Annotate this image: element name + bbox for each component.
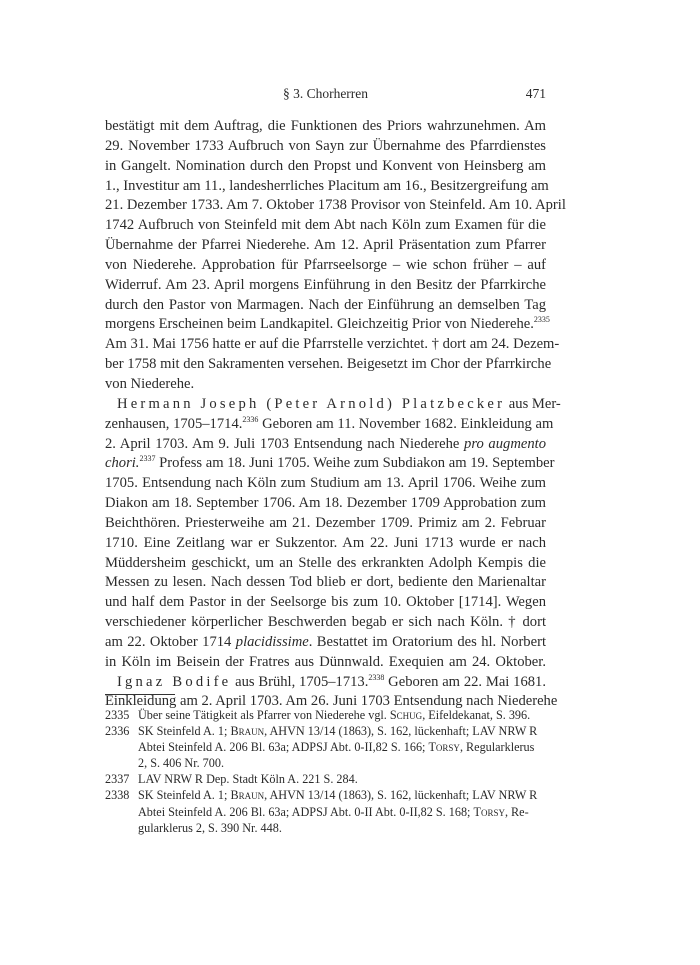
footnote-text (138, 723, 546, 771)
text-line: in Köln im Beisein der Fratres aus Dünnwald. Exequien am 24. Oktober. (105, 653, 546, 670)
text-line: 1710. Eine Zeitlang war er Sukzentor. Am 22. Juni 1713 wurde er nach (105, 534, 546, 551)
latin-phrase: chori. (105, 455, 140, 472)
text-line: Messen zu lesen. Nach dessen Tod blieb er dort, bediente den Marienaltar (105, 574, 546, 591)
footnote-text (138, 707, 546, 723)
text-line: ber 1758 mit den Sakramenten versehen. Beigesetzt im Chor der Pfarrkirche (105, 356, 552, 373)
text-line: Einkleidung am 2. April 1703. Am 26. Juni 1703 Entsendung nach Niederehe (105, 693, 558, 710)
text-fragment: morgens Erscheinen beim Landkapitel. Gleichzeitig Prior von Niederehe. (105, 316, 534, 333)
footnote-line: SK Steinfeld A. 1; Braun, AHVN 13/14 (1863), S. 162, lückenhaft; LAV NRW R (138, 724, 538, 739)
footnote-ref[interactable]: 2337 (139, 454, 156, 464)
footnote-line: Abtei Steinfeld A. 206 Bl. 63a; ADPSJ Abt. 0-II,82 S. 166; Torsy, Regularklerus (138, 740, 535, 755)
text-line (105, 633, 546, 653)
section-title: § 3. Chorherren (282, 86, 369, 101)
text-line: 1705. Entsendung nach Köln zum Studium am 13. April 1706. Weihe zum (105, 475, 546, 492)
text-line: Am 31. Mai 1756 hatte er auf die Pfarrstelle verzichtet. † dort am 24. Dezem- (105, 336, 560, 353)
footnote-ref[interactable]: 2336 (242, 414, 259, 424)
footnote-number: 2335 (105, 708, 130, 722)
footnote (105, 787, 546, 835)
author-name: Braun (230, 788, 265, 803)
footnote (105, 707, 546, 723)
page-number: 471 (525, 86, 546, 101)
footnote (105, 723, 546, 771)
text-fragment: . Bestattet im Oratorium des hl. Norbert (308, 633, 546, 650)
footnote-line: Abtei Steinfeld A. 206 Bl. 63a; ADPSJ Abt. 0-II Abt. 0-II,82 S. 168; Torsy, Re- (138, 804, 529, 819)
text-line: Widerruf. Am 23. April morgens Einführung in den Besitz der Pfarrkirche (105, 276, 546, 293)
text-fragment: aus Brühl, 1705–1713. (235, 673, 369, 690)
text-fragment: Profess am 18. Juni 1705. Weihe zum Subdiakon am 19. September (159, 455, 555, 472)
footnote-text (138, 771, 546, 787)
person-name: Ignaz Bodife (117, 673, 232, 690)
author-name: Torsy (473, 804, 505, 819)
footnote-text (138, 787, 546, 835)
text-line: durch den Pastor von Marmagen. Nach der Einführung an demselben Tag (105, 296, 546, 313)
text-fragment: Geboren am 22. Mai 1681. (388, 673, 546, 690)
author-name: Torsy (428, 740, 460, 755)
text-fragment: Geboren am 11. November 1682. Einkleidung am (262, 415, 554, 432)
footnote-line: LAV NRW R Dep. Stadt Köln A. 221 S. 284. (138, 772, 358, 787)
footnote-line: Über seine Tätigkeit als Pfarrer von Niederehe vgl. Schug, Eifeldekanat, S. 396. (138, 708, 531, 722)
text-fragment: zenhausen, 1705–1714. (105, 415, 243, 432)
footnote-line: gularklerus 2, S. 390 Nr. 448. (138, 820, 282, 835)
text-line: Beichthören. Priesterweihe am 21. Dezember 1709. Primiz am 2. Februar (105, 514, 546, 531)
main-text (105, 117, 566, 712)
text-line (105, 454, 555, 474)
text-line: Diakon am 18. September 1706. Am 18. Dezember 1709 Approbation zum (105, 495, 546, 512)
latin-phrase: pro augmento (464, 435, 546, 452)
footnote-ref[interactable]: 2335 (533, 315, 550, 325)
footnote-ref[interactable]: 2338 (368, 672, 385, 682)
author-name: Braun (230, 724, 265, 739)
text-line: Übernahme der Pfarrei Niederehe. Am 12. April Präsentation zum Pfarrer (105, 237, 546, 254)
running-header (105, 86, 546, 106)
footnote (105, 771, 546, 787)
footnote-line: SK Steinfeld A. 1; Braun, AHVN 13/14 (1863), S. 162, lückenhaft; LAV NRW R (138, 788, 538, 803)
person-name: Hermann Joseph (Peter Arnold) Platzbecker (117, 395, 506, 412)
footnote-number: 2336 (105, 724, 130, 739)
footnote-number: 2337 (105, 772, 130, 787)
latin-phrase: placidissime (235, 633, 309, 650)
text-line: 21. Dezember 1733. Am 7. Oktober 1738 Provisor von Steinfeld. Am 10. April (105, 197, 566, 214)
text-line: in Gangelt. Nomination durch den Propst und Konvent von Heinsberg am (105, 157, 546, 174)
text-fragment: 2. April 1703. Am 9. Juli 1703 Entsendung nach Niederehe (105, 435, 460, 452)
entry-bodife-line (105, 673, 546, 693)
text-line: von Niederehe. (105, 375, 195, 392)
text-line (105, 315, 550, 335)
footnote-line: 2, S. 406 Nr. 700. (138, 756, 224, 771)
text-line (105, 435, 546, 455)
text-line: 1., Investitur am 11., landesherrliches Placitum am 16., Besitzergreifung am (105, 177, 549, 194)
author-name: Schug (389, 708, 423, 722)
text-line: verschiedener körperlicher Beschwerden begab er sich nach Köln. † dort (105, 614, 546, 631)
text-line: und half dem Pastor in der Seelsorge bis zum 10. Oktober [1714]. Wegen (105, 594, 546, 611)
text-line: Müddersheim geschickt, um an Stelle des erkrankten Adolph Kempis die (105, 554, 546, 571)
entry-platzbecker-line (105, 395, 561, 415)
text-line (105, 414, 554, 435)
text-line: 1742 Aufbruch von Steinfeld mit dem Abt nach Köln zum Examen für die (105, 217, 546, 234)
text-line: bestätigt mit dem Auftrag, die Funktionen des Priors wahrzunehmen. Am (105, 118, 546, 134)
text-fragment: am 22. Oktober 1714 (105, 633, 232, 650)
text-fragment: aus Mer- (508, 395, 561, 412)
footnotes (105, 707, 546, 836)
footnote-number: 2338 (105, 788, 130, 803)
text-line: 29. November 1733 Aufbruch von Sayn zur Übernahme des Pfarrdienstes (105, 137, 546, 154)
footnote-separator (105, 694, 175, 695)
text-line: von Niederehe. Approbation für Pfarrseelsorge – wie schon früher – auf (105, 256, 546, 273)
